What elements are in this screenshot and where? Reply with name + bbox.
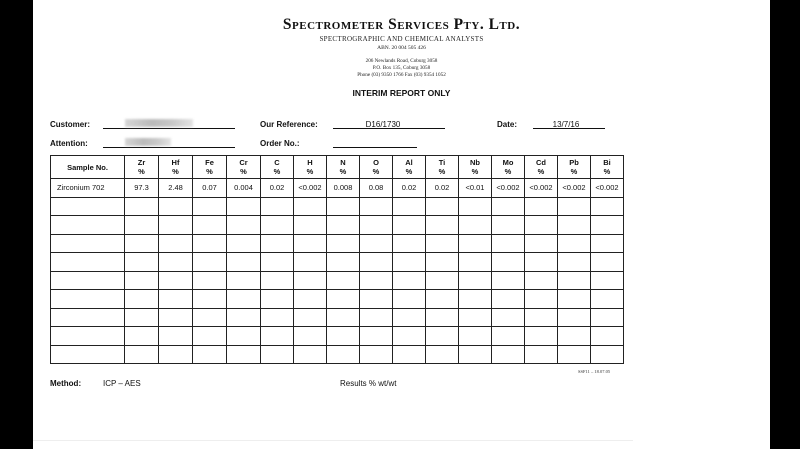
empty-cell	[159, 327, 193, 346]
empty-cell	[51, 271, 125, 290]
column-header-name: Al	[405, 158, 413, 167]
empty-cell	[558, 253, 591, 272]
address-line-3: Phone (03) 9350 1766 Fax (03) 9354 1052	[357, 72, 446, 78]
empty-cell	[327, 327, 360, 346]
empty-cell	[227, 271, 261, 290]
empty-cell	[227, 327, 261, 346]
empty-cell	[525, 216, 558, 235]
result-cell: 0.02	[261, 179, 294, 198]
empty-cell	[227, 290, 261, 309]
empty-cell	[227, 253, 261, 272]
column-header-unit: %	[603, 167, 611, 176]
column-header-mo	[492, 156, 525, 179]
empty-cell	[360, 327, 393, 346]
table-header-row	[51, 156, 624, 179]
empty-cell	[327, 345, 360, 364]
empty-cell	[360, 290, 393, 309]
column-header-name: Cd	[536, 158, 546, 167]
empty-cell	[261, 327, 294, 346]
empty-cell	[525, 234, 558, 253]
empty-cell	[261, 216, 294, 235]
empty-cell	[558, 345, 591, 364]
customer-underline	[103, 128, 235, 129]
empty-cell	[261, 271, 294, 290]
empty-cell	[227, 197, 261, 216]
our-reference-value: D16/1730	[365, 120, 401, 129]
result-cell: 0.02	[426, 179, 459, 198]
empty-cell	[459, 345, 492, 364]
empty-cell	[125, 345, 159, 364]
empty-cell	[426, 308, 459, 327]
empty-table-row	[51, 253, 624, 272]
empty-cell	[360, 216, 393, 235]
empty-cell	[294, 327, 327, 346]
column-header-name: Ti	[438, 158, 446, 167]
column-header-unit: %	[206, 167, 213, 176]
empty-cell	[193, 345, 227, 364]
empty-cell	[193, 253, 227, 272]
result-cell: <0.002	[492, 179, 525, 198]
empty-cell	[51, 308, 125, 327]
address-line-1: 206 Newlands Road, Coburg 3058	[365, 58, 438, 64]
empty-cell	[125, 327, 159, 346]
empty-cell	[459, 197, 492, 216]
column-header-c	[261, 156, 294, 179]
attention-label: Attention:	[50, 139, 88, 148]
empty-cell	[294, 290, 327, 309]
column-header-cr	[227, 156, 261, 179]
column-header-name: H	[307, 158, 313, 167]
column-header-unit: %	[306, 167, 314, 176]
column-header-name: Pb	[569, 158, 579, 167]
empty-cell	[393, 345, 426, 364]
empty-cell	[591, 327, 624, 346]
empty-table-row	[51, 290, 624, 309]
result-cell: 2.48	[159, 179, 193, 198]
date-label: Date:	[497, 120, 518, 129]
order-no-underline	[333, 147, 417, 148]
company-abn: ABN. 20 004 505 426	[377, 45, 426, 51]
empty-cell	[558, 308, 591, 327]
empty-cell	[159, 253, 193, 272]
empty-cell	[51, 290, 125, 309]
results-note: Results % wt/wt	[340, 379, 397, 388]
result-cell: <0.002	[525, 179, 558, 198]
empty-cell	[294, 345, 327, 364]
empty-cell	[459, 216, 492, 235]
result-cell: 97.3	[125, 179, 159, 198]
empty-cell	[393, 234, 426, 253]
empty-cell	[393, 253, 426, 272]
empty-cell	[558, 290, 591, 309]
empty-cell	[327, 290, 360, 309]
result-cell: <0.002	[591, 179, 624, 198]
empty-table-row	[51, 327, 624, 346]
empty-cell	[558, 271, 591, 290]
empty-cell	[125, 234, 159, 253]
result-cell: <0.002	[558, 179, 591, 198]
empty-cell	[159, 216, 193, 235]
column-header-unit: %	[339, 167, 347, 176]
column-header-name: O	[373, 158, 379, 167]
result-cell: 0.008	[327, 179, 360, 198]
column-header-name: Mo	[502, 158, 514, 167]
attention-redacted	[125, 138, 171, 146]
date-value: 13/7/16	[552, 120, 580, 129]
empty-cell	[51, 345, 125, 364]
empty-cell	[492, 216, 525, 235]
results-table	[50, 155, 624, 364]
empty-cell	[426, 234, 459, 253]
empty-table-row	[51, 216, 624, 235]
empty-cell	[261, 345, 294, 364]
empty-cell	[591, 216, 624, 235]
page-edge	[33, 440, 633, 441]
empty-cell	[525, 253, 558, 272]
empty-cell	[492, 327, 525, 346]
empty-cell	[294, 197, 327, 216]
company-name: Spectrometer Services Pty. Ltd.	[282, 16, 521, 33]
empty-cell	[393, 197, 426, 216]
empty-table-row	[51, 271, 624, 290]
empty-cell	[51, 197, 125, 216]
empty-cell	[426, 197, 459, 216]
empty-cell	[459, 234, 492, 253]
report-page	[33, 0, 770, 449]
empty-cell	[360, 197, 393, 216]
empty-cell	[261, 290, 294, 309]
empty-cell	[227, 216, 261, 235]
empty-cell	[159, 290, 193, 309]
column-header-unit: %	[405, 167, 413, 176]
sample-name-cell: Zirconium 702	[51, 179, 125, 198]
empty-cell	[51, 216, 125, 235]
empty-cell	[327, 234, 360, 253]
column-header-pb	[558, 156, 591, 179]
empty-cell	[426, 327, 459, 346]
empty-cell	[360, 234, 393, 253]
empty-cell	[591, 290, 624, 309]
empty-cell	[227, 308, 261, 327]
empty-cell	[125, 216, 159, 235]
empty-cell	[525, 290, 558, 309]
empty-cell	[227, 345, 261, 364]
empty-cell	[492, 271, 525, 290]
empty-cell	[294, 253, 327, 272]
table-body	[51, 179, 624, 364]
column-header-bi	[591, 156, 624, 179]
empty-cell	[459, 327, 492, 346]
empty-cell	[193, 271, 227, 290]
empty-table-row	[51, 345, 624, 364]
column-header-name: Fe	[205, 158, 214, 167]
column-header-name: C	[274, 158, 280, 167]
empty-cell	[261, 253, 294, 272]
result-cell: <0.01	[459, 179, 492, 198]
result-cell: 0.004	[227, 179, 261, 198]
empty-cell	[327, 308, 360, 327]
empty-cell	[193, 327, 227, 346]
empty-cell	[558, 327, 591, 346]
empty-cell	[393, 271, 426, 290]
empty-cell	[459, 253, 492, 272]
result-cell: 0.02	[393, 179, 426, 198]
empty-cell	[193, 290, 227, 309]
column-header-sample	[51, 156, 125, 179]
method-label: Method:	[50, 379, 82, 388]
empty-cell	[558, 234, 591, 253]
empty-cell	[492, 234, 525, 253]
result-cell: 0.07	[193, 179, 227, 198]
empty-cell	[492, 253, 525, 272]
empty-cell	[558, 216, 591, 235]
empty-table-row	[51, 234, 624, 253]
empty-cell	[159, 234, 193, 253]
empty-cell	[360, 271, 393, 290]
column-header-unit: %	[372, 167, 380, 176]
report-title: INTERIM REPORT ONLY	[352, 88, 451, 98]
empty-cell	[492, 308, 525, 327]
column-header-unit: %	[537, 167, 545, 176]
empty-cell	[159, 345, 193, 364]
empty-cell	[525, 197, 558, 216]
empty-cell	[591, 234, 624, 253]
empty-cell	[492, 197, 525, 216]
company-subtitle: SPECTROGRAPHIC AND CHEMICAL ANALYSTS	[319, 35, 484, 43]
empty-cell	[125, 253, 159, 272]
empty-cell	[360, 308, 393, 327]
empty-cell	[525, 271, 558, 290]
empty-cell	[327, 271, 360, 290]
empty-cell	[393, 327, 426, 346]
column-header-n	[327, 156, 360, 179]
empty-cell	[492, 290, 525, 309]
empty-table-row	[51, 308, 624, 327]
empty-cell	[591, 308, 624, 327]
empty-cell	[393, 216, 426, 235]
empty-cell	[125, 197, 159, 216]
empty-cell	[426, 345, 459, 364]
empty-cell	[261, 308, 294, 327]
form-code: SSF11 – 18.07.05	[578, 369, 611, 374]
empty-cell	[360, 253, 393, 272]
result-cell: 0.08	[360, 179, 393, 198]
address-line-2: P.O. Box 135, Coburg 3058	[372, 65, 431, 71]
empty-cell	[327, 197, 360, 216]
empty-cell	[159, 308, 193, 327]
column-header-o	[360, 156, 393, 179]
empty-cell	[193, 234, 227, 253]
column-header-name: Cr	[239, 158, 248, 167]
empty-table-row	[51, 197, 624, 216]
empty-cell	[591, 271, 624, 290]
attention-underline	[103, 147, 235, 148]
empty-cell	[393, 290, 426, 309]
empty-cell	[294, 271, 327, 290]
column-header-zr	[125, 156, 159, 179]
column-header-name: Hf	[171, 158, 180, 167]
column-header-unit: %	[438, 167, 446, 176]
column-header-unit: %	[570, 167, 578, 176]
empty-cell	[525, 308, 558, 327]
order-no-label: Order No.:	[260, 139, 300, 148]
column-header-fe	[193, 156, 227, 179]
empty-cell	[459, 290, 492, 309]
empty-cell	[393, 308, 426, 327]
empty-cell	[125, 271, 159, 290]
customer-redacted	[125, 119, 193, 127]
empty-cell	[159, 271, 193, 290]
column-header-nb	[459, 156, 492, 179]
empty-cell	[591, 197, 624, 216]
empty-cell	[261, 234, 294, 253]
column-header-name: Bi	[603, 158, 611, 167]
empty-cell	[525, 345, 558, 364]
empty-cell	[193, 197, 227, 216]
empty-cell	[125, 308, 159, 327]
method-value: ICP – AES	[103, 379, 141, 388]
empty-cell	[525, 327, 558, 346]
empty-cell	[327, 216, 360, 235]
empty-cell	[125, 290, 159, 309]
empty-cell	[51, 253, 125, 272]
empty-cell	[261, 197, 294, 216]
column-header-hf	[159, 156, 193, 179]
column-header-h	[294, 156, 327, 179]
column-header-name: Sample No.	[67, 162, 108, 172]
column-header-unit: %	[471, 167, 479, 176]
empty-cell	[294, 308, 327, 327]
column-header-name: N	[340, 158, 346, 167]
column-header-name: Zr	[137, 158, 146, 167]
column-header-unit: %	[138, 167, 145, 176]
empty-cell	[294, 234, 327, 253]
empty-cell	[193, 216, 227, 235]
empty-cell	[459, 271, 492, 290]
table-row	[51, 179, 624, 198]
column-header-unit: %	[504, 167, 512, 176]
column-header-unit: %	[172, 167, 179, 176]
column-header-al	[393, 156, 426, 179]
empty-cell	[294, 216, 327, 235]
empty-cell	[327, 253, 360, 272]
empty-cell	[426, 216, 459, 235]
customer-label: Customer:	[50, 120, 91, 129]
column-header-cd	[525, 156, 558, 179]
empty-cell	[591, 345, 624, 364]
empty-cell	[426, 271, 459, 290]
empty-cell	[426, 253, 459, 272]
empty-cell	[51, 234, 125, 253]
column-header-name: Nb	[470, 158, 480, 167]
column-header-ti	[426, 156, 459, 179]
empty-cell	[426, 290, 459, 309]
empty-cell	[492, 345, 525, 364]
column-header-unit: %	[240, 167, 247, 176]
empty-cell	[159, 197, 193, 216]
result-cell: <0.002	[294, 179, 327, 198]
our-reference-label: Our Reference:	[260, 120, 318, 129]
empty-cell	[193, 308, 227, 327]
empty-cell	[227, 234, 261, 253]
empty-cell	[459, 308, 492, 327]
empty-cell	[51, 327, 125, 346]
empty-cell	[360, 345, 393, 364]
column-header-unit: %	[273, 167, 281, 176]
empty-cell	[591, 253, 624, 272]
empty-cell	[558, 197, 591, 216]
